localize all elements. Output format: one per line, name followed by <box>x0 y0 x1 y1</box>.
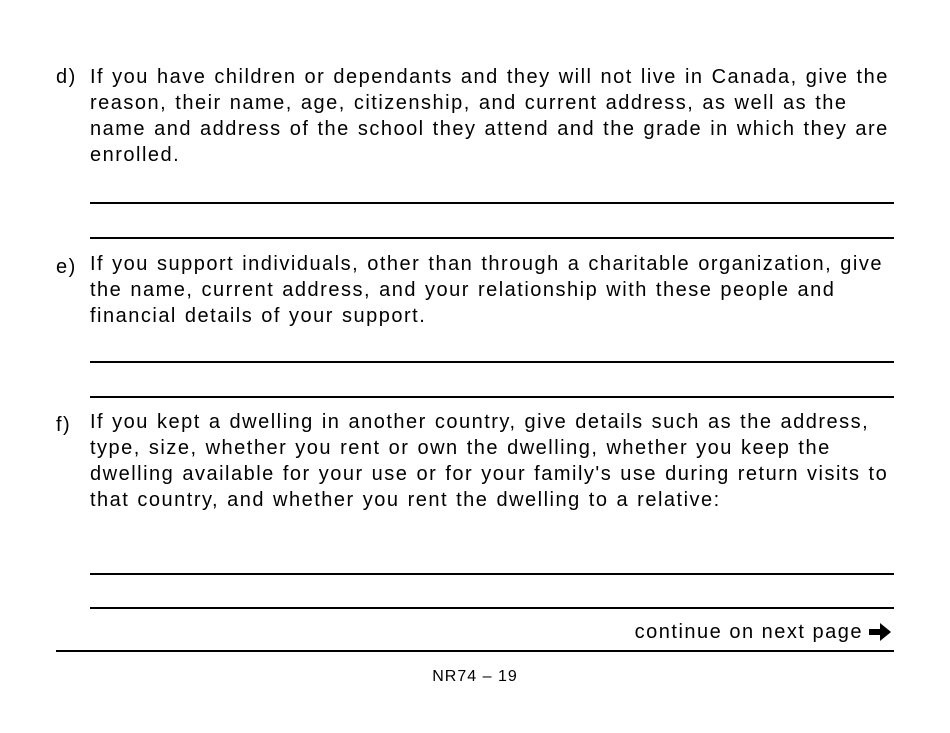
question-text: If you kept a dwelling in another country, give details such as the address, type, size, whether you rent or own the dwelling, whether you keep the dwelling available for your use or for your family's use during return visits to that country, and whether you rent the dwelling to a relative: <box>90 411 889 511</box>
continue-notice <box>635 619 893 645</box>
continue-text: continue on next page <box>634 621 863 643</box>
question-marker: d) <box>56 66 77 88</box>
question-marker: e) <box>56 256 77 278</box>
answer-line[interactable] <box>90 202 894 204</box>
footer-divider <box>56 650 894 652</box>
answer-line[interactable] <box>90 573 894 575</box>
question-marker: f) <box>56 414 72 436</box>
answer-line[interactable] <box>90 237 894 239</box>
question-text: If you support individuals, other than through a charitable organization, give the name, current address, and your relationship with these people and financial details of your support. <box>90 253 883 327</box>
answer-line[interactable] <box>90 361 894 363</box>
answer-line[interactable] <box>90 396 894 398</box>
arrow-right-icon <box>867 621 893 643</box>
answer-line[interactable] <box>90 607 894 609</box>
question-text: If you have children or dependants and they will not live in Canada, give the reason, their name, age, citizenship, and current address, as well as the name and address of the school they attend and the grade in which they are enrolled. <box>90 66 889 166</box>
page-number: NR74 – 19 <box>432 668 518 685</box>
